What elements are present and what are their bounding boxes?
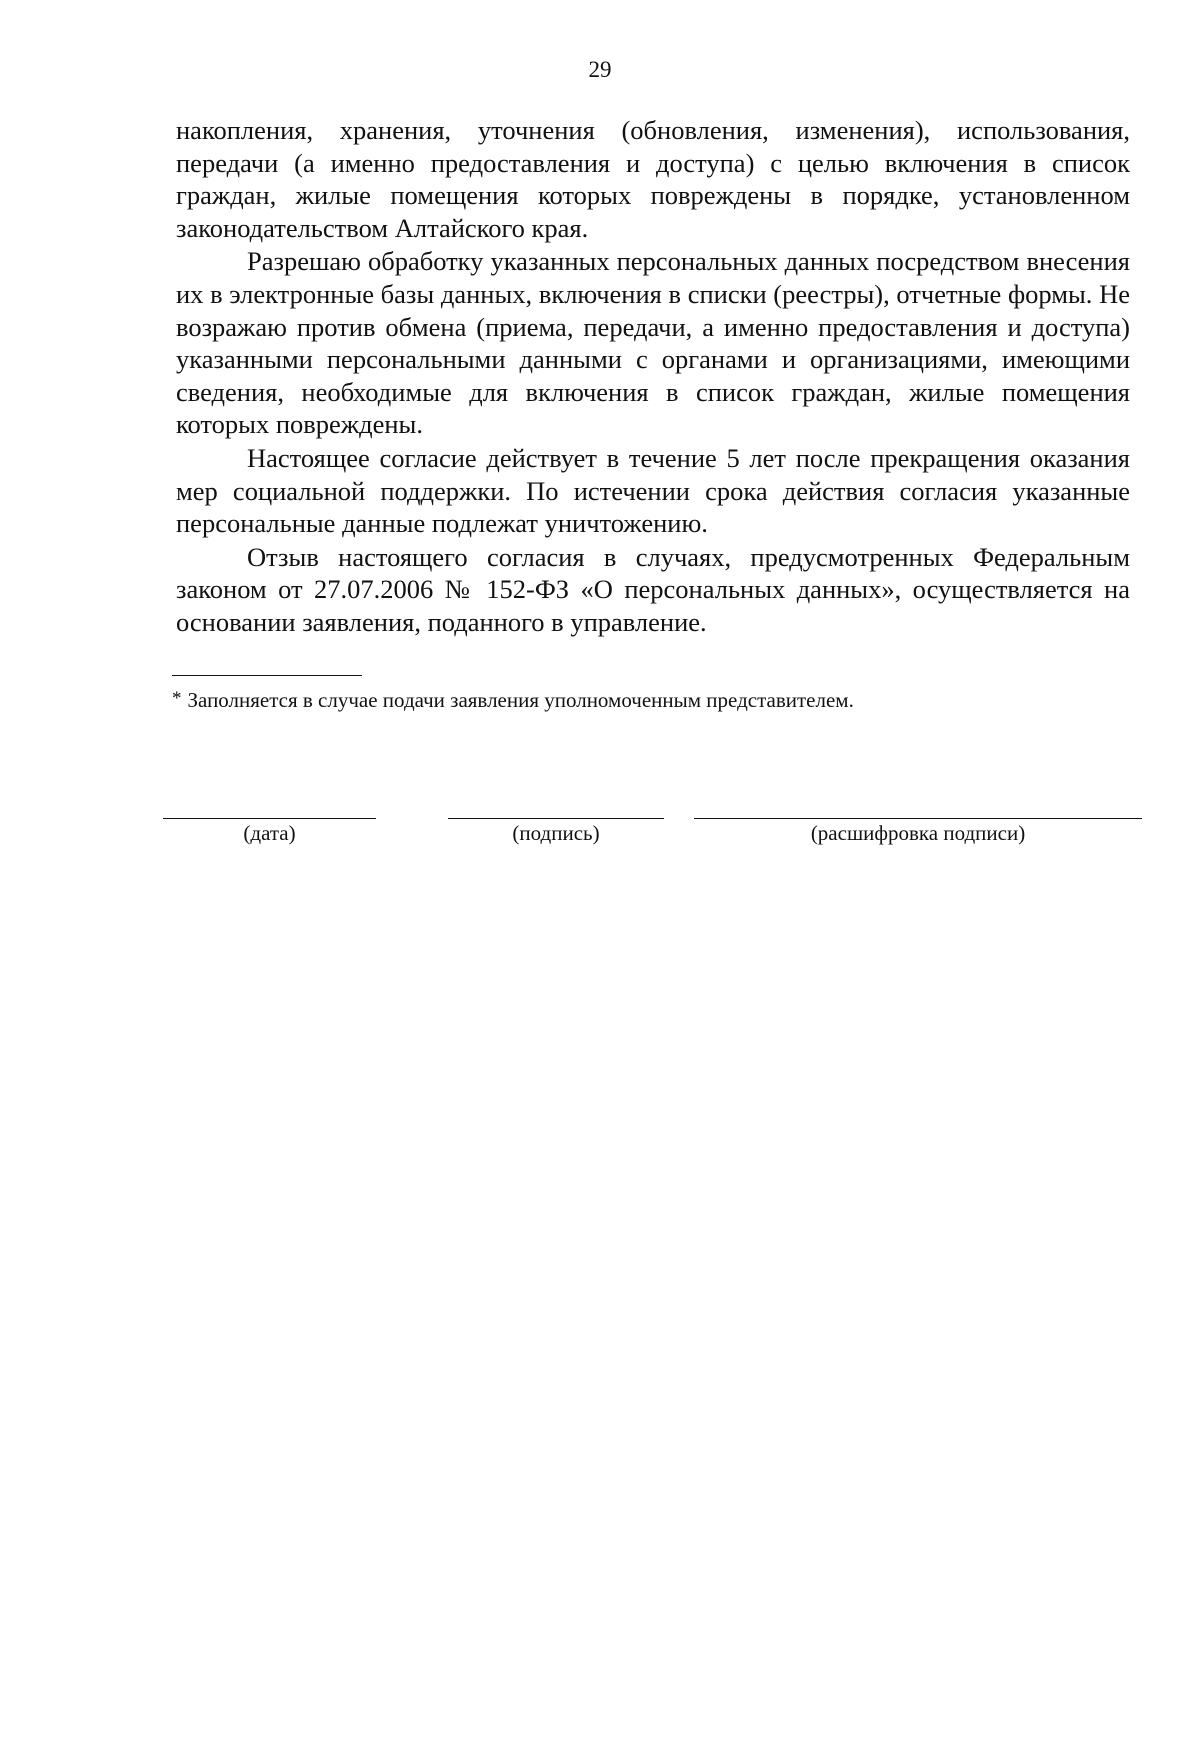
- footnote: [172, 686, 1132, 713]
- signature-label: (подпись): [512, 821, 600, 845]
- paragraph-processing-permission: Разрешаю обработку указанных персональных данных посредством внесения их в электронные базы данных, включения в списки (реестры), отчетные формы. Не возражаю против обмена (приема, передачи, а именно предоставления и доступа) указанными персональными данными с органами и организациями, имеющими сведения, необходимые для включения в список граждан, жилые помещения которых повреждены.: [176, 246, 1130, 440]
- document-body: [176, 114, 1130, 640]
- signature-line: [448, 818, 664, 819]
- name-decryption-line: [694, 818, 1142, 819]
- date-signature-line: [163, 818, 376, 819]
- paragraph-processing-purpose: накопления, хранения, уточнения (обновления, изменения), использования, передачи (а именно предоставления и доступа) с целью включения в список граждан, жилые помещения которых повреждены в порядке, установленном законодательством Алтайского края.: [176, 115, 1130, 243]
- name-decryption-label: (расшифровка подписи): [810, 821, 1026, 845]
- date-label: (дата): [243, 821, 296, 845]
- page-number: 29: [588, 57, 612, 82]
- paragraph-consent-duration: Настоящее согласие действует в течение 5 лет после прекращения оказания мер социальной поддержки. По истечении срока действия согласия указанные персональные данные подлежат уничтожению.: [176, 442, 1130, 539]
- footnote-mark: *: [172, 688, 182, 709]
- paragraph-consent-withdrawal: Отзыв настоящего согласия в случаях, предусмотренных Федеральным законом от 27.07.2006 № 152-ФЗ «О персональных данных», осуществляется на основании заявления, поданного в управление.: [176, 541, 1130, 637]
- footnote-text: Заполняется в случае подачи заявления уполномоченным представителем.: [187, 688, 854, 712]
- footnote-divider: [172, 675, 362, 676]
